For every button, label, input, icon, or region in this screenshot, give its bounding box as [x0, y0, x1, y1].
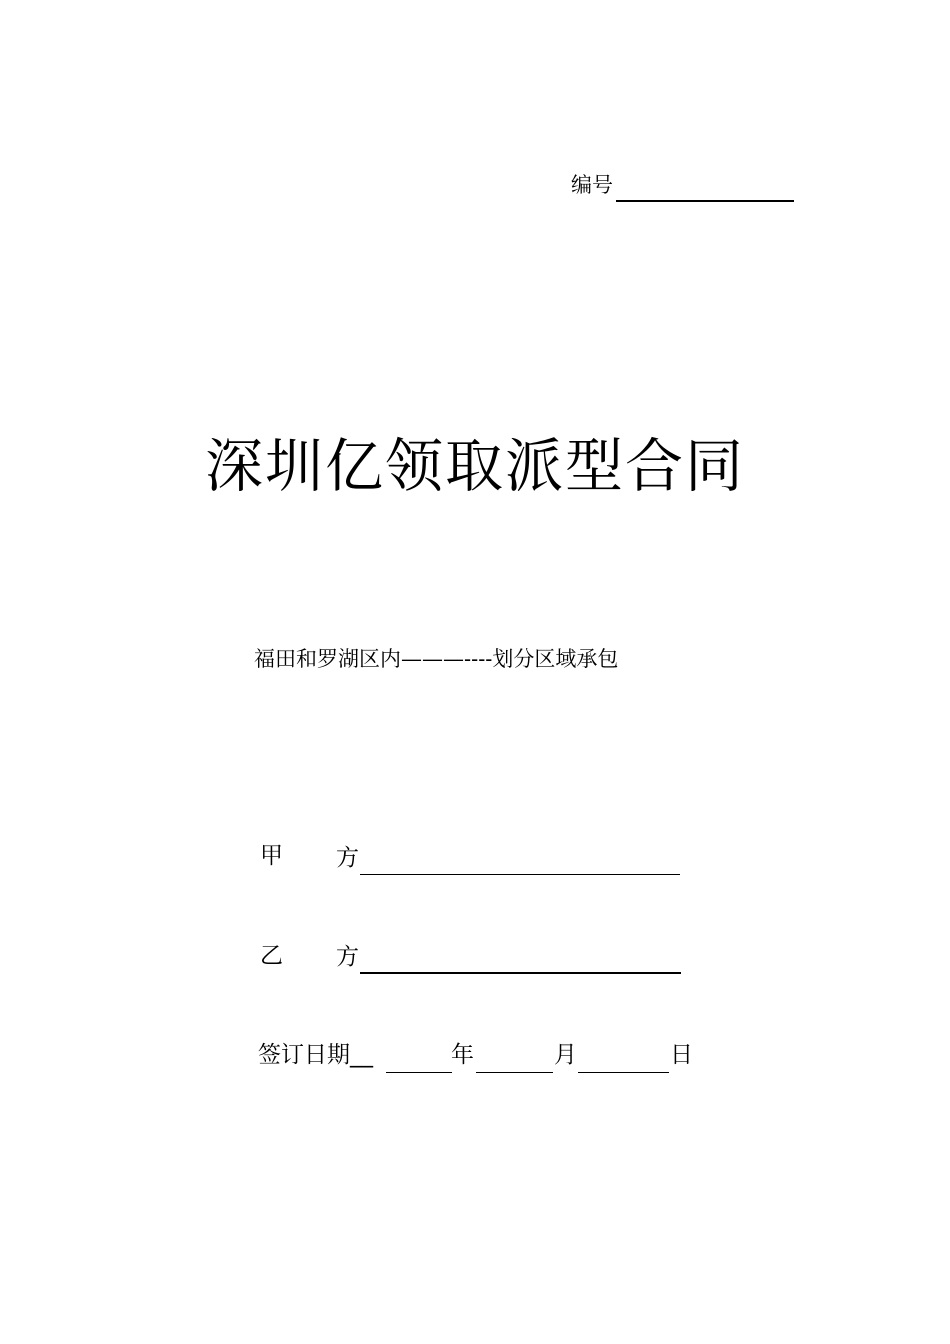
signing-date-label: 签订日期__	[258, 1042, 373, 1068]
year-label: 年	[451, 1042, 474, 1068]
document-title: 深圳亿领取派型合同	[204, 432, 745, 500]
document-subtitle: 福田和罗湖区内———----划分区域承包	[254, 647, 619, 671]
month-label: 月	[554, 1042, 577, 1068]
year-blank[interactable]	[386, 1072, 452, 1073]
party-a-label-char1: 甲	[260, 843, 283, 869]
party-b-label-char2: 方	[336, 944, 359, 970]
party-b-label-char1: 乙	[260, 943, 283, 969]
party-a-label-char2: 方	[336, 845, 359, 871]
party-a-blank[interactable]	[360, 874, 680, 875]
day-label: 日	[670, 1042, 693, 1068]
serial-number-blank[interactable]	[616, 200, 794, 202]
day-blank[interactable]	[578, 1072, 669, 1073]
serial-number-label: 编号	[571, 173, 613, 197]
party-b-blank[interactable]	[360, 972, 681, 974]
month-blank[interactable]	[476, 1072, 553, 1073]
